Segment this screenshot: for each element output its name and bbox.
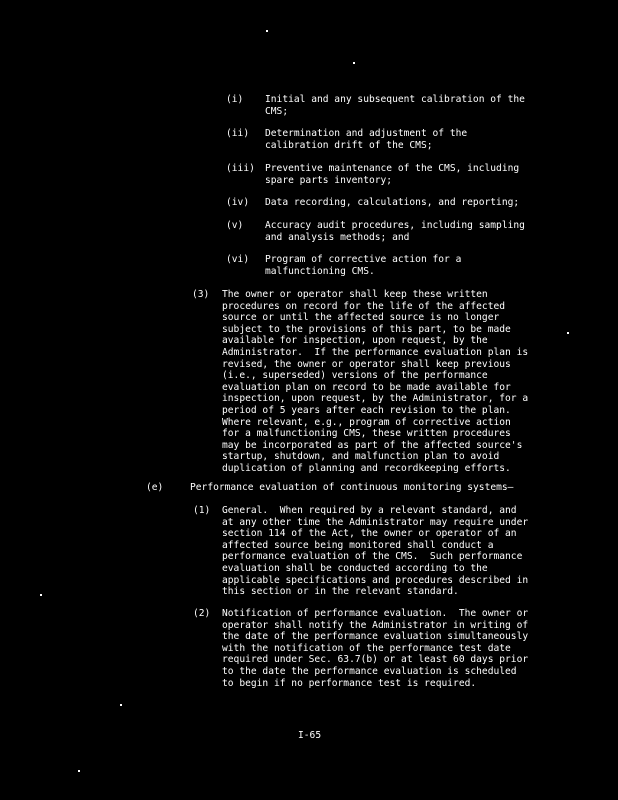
paragraph-line: period of 5 years after each revision to the plan. (222, 405, 511, 416)
list-item-line: spare parts inventory; (265, 174, 393, 186)
paragraph-line: The owner or operator shall keep these written (222, 289, 488, 300)
paragraph-line: duplication of planning and recordkeeping efforts. (222, 463, 511, 474)
paragraph-line: for a malfunctioning CMS, these written procedures (222, 428, 511, 440)
list-item-line: Accuracy audit procedures, including sampling (265, 220, 525, 231)
list-item-line: Initial and any subsequent calibration of the (265, 94, 525, 105)
subsection-line: evaluation shall be conducted according to the (222, 563, 488, 574)
list-item-label: (ii) (226, 128, 250, 139)
list-item-label: (v) (226, 220, 244, 231)
list-item-label: (iii) (226, 163, 255, 174)
subsection-line: applicable specifications and procedures described in (222, 574, 529, 586)
subsection-line: operator shall notify the Administrator in writing of (222, 619, 529, 631)
scan-speck (266, 30, 268, 32)
paragraph-line: source or until the affected source is no longer (222, 312, 500, 324)
page-number: I-65 (298, 730, 322, 741)
list-item-line: Data recording, calculations, and reporting; (265, 197, 520, 208)
subsection-line: with the notification of the performance test date (222, 642, 511, 654)
subsection-line: required under Sec. 63.7(b) or at least 60 days prior (222, 654, 529, 666)
subsection-label: (2) (193, 608, 211, 619)
section-label: (e) (146, 482, 164, 493)
subsection-line: this section or in the relevant standard. (222, 586, 459, 598)
subsection-line: performance evaluation of the CMS. Such performance (222, 551, 523, 563)
list-item-label: (i) (226, 94, 244, 105)
paragraph-line: startup, shutdown, and malfunction plan to avoid (222, 451, 500, 463)
list-item-line: and analysis methods; and (265, 231, 410, 243)
paragraph-line: available for inspection, upon request, by the (222, 335, 488, 347)
scan-speck (40, 594, 42, 596)
section-heading: Performance evaluation of continuous monitoring systems— (190, 482, 514, 493)
paragraph-line: revised, the owner or operator shall keep previous (222, 358, 511, 370)
paragraph-line: evaluation plan on record to be made available for (222, 381, 511, 393)
scan-speck (120, 704, 122, 706)
paragraph-line: Where relevant, e.g., program of corrective action (222, 416, 511, 428)
list-item-label: (vi) (226, 254, 250, 265)
paragraph-line: procedures on record for the life of the affected (222, 300, 506, 312)
subsection-line: at any other time the Administrator may require under (222, 516, 529, 528)
list-item-line: CMS; (265, 105, 289, 117)
subsection-line: to begin if no performance test is required. (222, 677, 477, 689)
subsection-line: to the date the performance evaluation is scheduled (222, 666, 517, 677)
paragraph-line: subject to the provisions of this part, to be made (222, 323, 511, 335)
paragraph-line: inspection, upon request, by the Administrator, for a (222, 393, 529, 405)
subsection-line: Notification of performance evaluation. The owner or (222, 608, 529, 619)
scan-speck (78, 770, 80, 772)
list-item-line: malfunctioning CMS. (265, 265, 375, 277)
paragraph-line: may be incorporated as part of the affected source's (222, 439, 523, 451)
scan-speck (353, 62, 355, 64)
subsection-line: the date of the performance evaluation simultaneously (222, 631, 529, 643)
list-item-line: Determination and adjustment of the (265, 128, 468, 139)
list-item-line: Program of corrective action for a (265, 254, 462, 265)
paragraph-label: (3) (192, 289, 210, 300)
subsection-label: (1) (193, 505, 211, 516)
list-item-line: Preventive maintenance of the CMS, including (265, 163, 520, 174)
scan-speck (567, 332, 569, 334)
subsection-line: affected source being monitored shall conduct a (222, 539, 494, 551)
paragraph-line: Administrator. If the performance evaluation plan is (222, 347, 529, 358)
subsection-line: General. When required by a relevant standard, and (222, 505, 517, 516)
paragraph-line: (i.e., superseded) versions of the performance (222, 370, 488, 382)
list-item-line: calibration drift of the CMS; (265, 139, 433, 151)
subsection-line: section 114 of the Act, the owner or operator of an (222, 528, 517, 540)
list-item-label: (iv) (226, 197, 250, 208)
